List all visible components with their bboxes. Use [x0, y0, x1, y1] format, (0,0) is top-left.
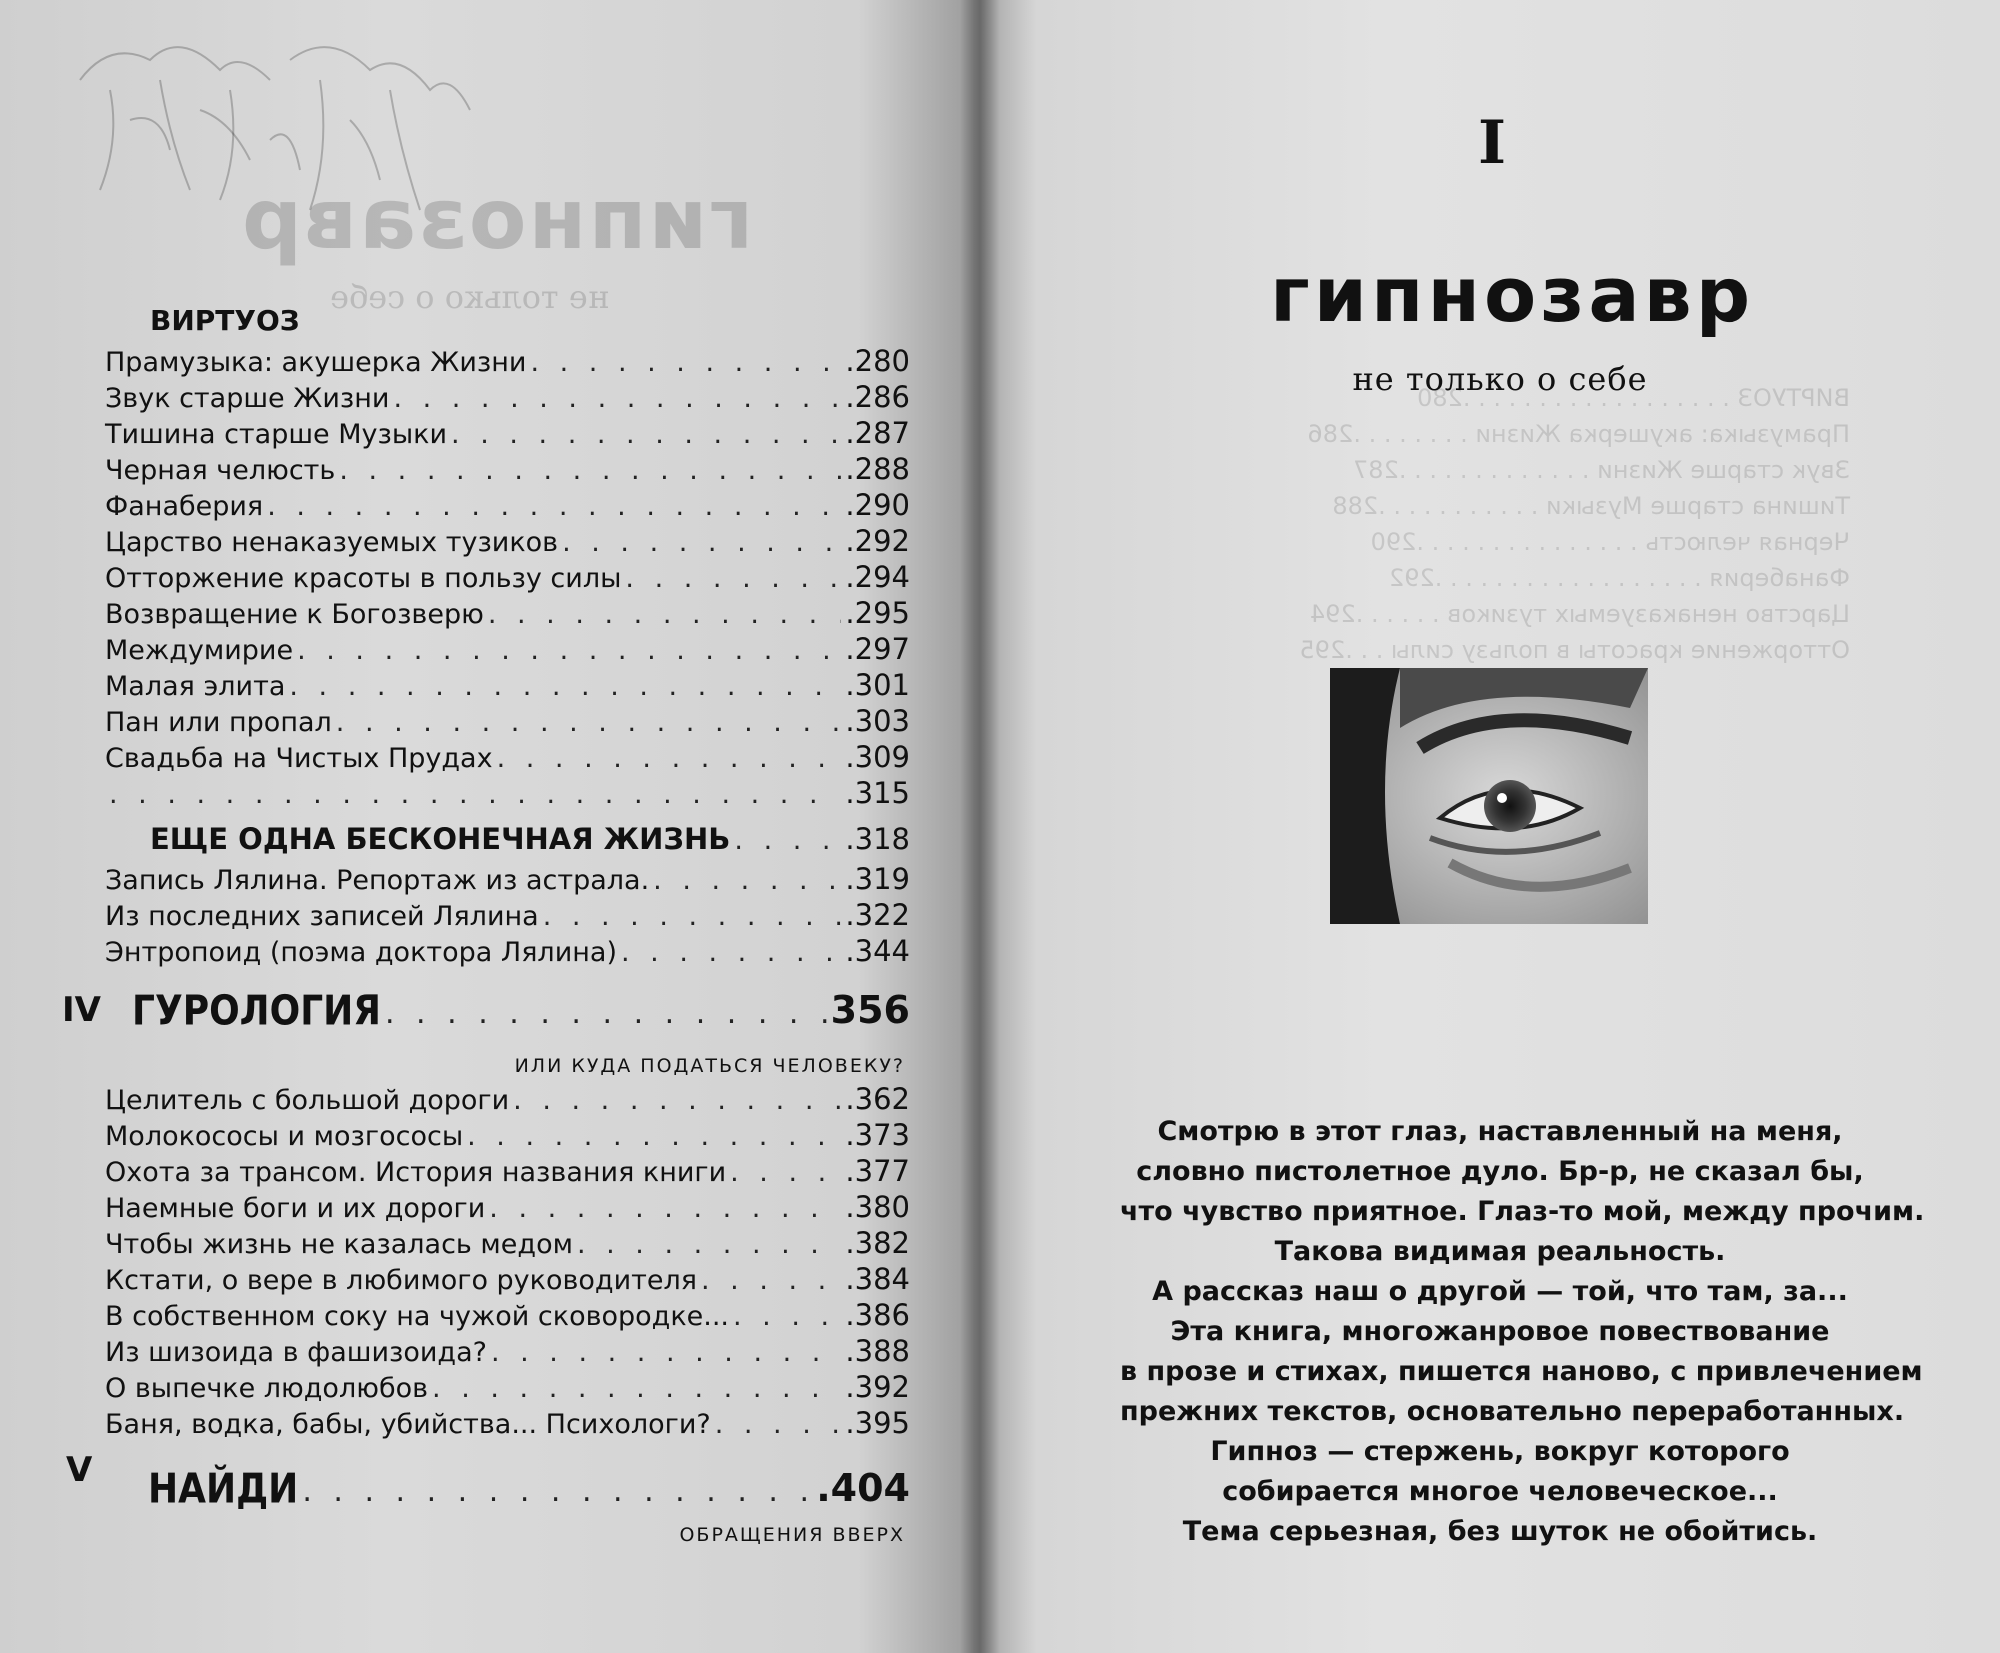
leader-dots: [385, 996, 827, 1031]
intro-line: А рассказ наш о другой — той, что там, за...: [1152, 1276, 1848, 1307]
leader-dots: [289, 671, 841, 702]
chapter-5-page: .404: [816, 1466, 910, 1510]
toc-item-title: Целитель с большой дороги: [105, 1085, 510, 1116]
chapter-4-title: ГУРОЛОГИЯ: [132, 987, 381, 1036]
toc-item[interactable]: [105, 1406, 910, 1440]
leader-dots: [267, 491, 841, 522]
leader-dots: [489, 1193, 841, 1224]
toc-item-page: .362: [845, 1082, 910, 1116]
ghost-toc-show-through: ВИРТУОЗ . . . . . . . . . . . . . . . . . .280 Прамузыка: акушерка Жизни . . . . . . . .286 Звук старше Жизни . . . . . . . . . . . . .287 Тишина старше Музыки . . . . . . . . . . .288 Черная челюсть . . . . . . . . . . . . . . .290 Фанаберия . . . . . . . . . . . . . . . . . .292 Царство ненаказуемых тузиков . . . . . .294 Отторжение красоты в пользу силы . . .295: [1299, 384, 1850, 664]
toc-item[interactable]: [105, 668, 910, 702]
intro-paragraph: [1120, 1112, 1925, 1552]
chapter-4-page: 356: [830, 988, 910, 1032]
chapter-5-numeral: V: [66, 1450, 93, 1490]
toc-item-title: Пан или пропал: [105, 707, 332, 738]
toc-item-title: Черная челюсть: [105, 455, 336, 486]
toc-item-page: .344: [845, 934, 910, 968]
ghost-chapter-title: гипнозавр: [240, 170, 754, 268]
leader-dots: [653, 865, 841, 896]
toc-item[interactable]: [105, 560, 910, 594]
intro-line: Гипноз — стержень, вокруг которого: [1210, 1436, 1790, 1467]
section-heading-virtuoz: ВИРТУОЗ: [150, 304, 300, 337]
toc-item[interactable]: [105, 1226, 910, 1260]
leader-dots: [701, 1265, 841, 1296]
toc-item-page: .286: [845, 380, 910, 414]
toc-item-page: .292: [845, 524, 910, 558]
leader-dots: [625, 563, 841, 594]
toc-item-title: Кстати, о вере в любимого руководителя: [105, 1265, 697, 1296]
toc-item-title: Энтропоид (поэма доктора Лялина): [105, 937, 617, 968]
toc-item[interactable]: [105, 1190, 910, 1224]
toc-item-page: .382: [845, 1226, 910, 1260]
chapter-4-caption: ИЛИ КУДА ПОДАТЬСЯ ЧЕЛОВЕКУ?: [514, 1055, 905, 1077]
toc-item-page: .315: [845, 776, 910, 810]
toc-item-page: .297: [845, 632, 910, 666]
leader-dots: [513, 1085, 841, 1116]
toc-item[interactable]: [105, 776, 910, 810]
leader-dots: [577, 1229, 841, 1260]
toc-item-title: Запись Лялина. Репортаж из астрала.: [105, 865, 650, 896]
toc-item-title: В собственном соку на чужой сковородке...: [105, 1301, 730, 1332]
left-page: [0, 0, 975, 1653]
toc-item-title: Отторжение красоты в пользу силы: [105, 563, 622, 594]
intro-line: Смотрю в этот глаз, наставленный на меня,: [1157, 1116, 1843, 1147]
toc-item[interactable]: [105, 862, 910, 896]
section-heading-another-life[interactable]: [150, 822, 910, 856]
toc-item-page: .287: [845, 416, 910, 450]
leader-dots: [733, 1301, 841, 1332]
ghost-chapter-subtitle: не только о себе: [330, 278, 610, 316]
toc-item-title: Малая элита: [105, 671, 286, 702]
toc-item[interactable]: [105, 934, 910, 968]
intro-line: в прозе и стихах, пишется наново, с привлечением: [1120, 1356, 1923, 1387]
chapter-title: гипнозавр: [1270, 250, 1755, 339]
leader-dots: [451, 419, 841, 450]
toc-item-page: .319: [845, 862, 910, 896]
chapter-number: I: [1478, 108, 1507, 178]
leader-dots: [336, 707, 842, 738]
toc-item-title: Баня, водка, бабы, убийства... Психологи?: [105, 1409, 711, 1440]
toc-item-title: Междумирие: [105, 635, 294, 666]
toc-item-page: .395: [845, 1406, 910, 1440]
intro-line: Такова видимая реальность.: [1274, 1236, 1726, 1267]
toc-item-page: .288: [845, 452, 910, 486]
toc-item-page: .322: [845, 898, 910, 932]
toc-item-page: .294: [845, 560, 910, 594]
leader-dots: [562, 527, 841, 558]
toc-item[interactable]: [105, 1118, 910, 1152]
toc-item[interactable]: [105, 898, 910, 932]
intro-line: Тема серьезная, без шуток не обойтись.: [1182, 1516, 1818, 1547]
toc-item-page: .373: [845, 1118, 910, 1152]
toc-item-title: Прамузыка: акушерка Жизни: [105, 347, 527, 378]
toc-item-title: Царство ненаказуемых тузиков: [105, 527, 559, 558]
toc-item[interactable]: [105, 524, 910, 558]
toc-item-title: Наемные боги и их дороги: [105, 1193, 486, 1224]
toc-item[interactable]: [105, 452, 910, 486]
toc-item[interactable]: [105, 1154, 910, 1188]
toc-item-page: .384: [845, 1262, 910, 1296]
leader-dots: [109, 779, 841, 810]
toc-item-title: Свадьба на Чистых Прудах: [105, 743, 493, 774]
eye-icon: [1330, 668, 1648, 924]
section-heading-page: .318: [845, 822, 910, 856]
chapter-5-entry[interactable]: [148, 1465, 910, 1514]
toc-item-title: Тишина старше Музыки: [105, 419, 448, 450]
chapter-subtitle: не только о себе: [1352, 360, 1648, 398]
leader-dots: [530, 347, 841, 378]
intro-line: что чувство приятное. Глаз-то мой, между прочим.: [1120, 1196, 1925, 1227]
toc-item[interactable]: [105, 380, 910, 414]
toc-item-page: .380: [845, 1190, 910, 1224]
toc-item-page: .309: [845, 740, 910, 774]
toc-item[interactable]: [105, 596, 910, 630]
toc-item[interactable]: [105, 704, 910, 738]
intro-line: собирается многое человеческое...: [1222, 1476, 1778, 1507]
leader-dots: [488, 599, 842, 630]
toc-item[interactable]: [105, 344, 910, 378]
toc-item-page: .290: [845, 488, 910, 522]
leader-dots: [491, 1337, 841, 1368]
eye-photo: [1330, 668, 1648, 924]
leader-dots: [543, 901, 842, 932]
leader-dots: [339, 455, 841, 486]
intro-line: прежних текстов, основательно переработанных.: [1120, 1396, 1905, 1427]
leader-dots: [297, 635, 841, 666]
table-of-contents: [0, 0, 975, 1653]
toc-item-title: Фанаберия: [105, 491, 264, 522]
toc-item[interactable]: [105, 1334, 910, 1368]
toc-item-page: .386: [845, 1298, 910, 1332]
leader-dots: [715, 1409, 842, 1440]
toc-item-page: .388: [845, 1334, 910, 1368]
toc-item[interactable]: [105, 1370, 910, 1404]
leader-dots: [432, 1373, 841, 1404]
book-gutter: [960, 0, 1000, 1653]
toc-item-title: Звук старше Жизни: [105, 383, 390, 414]
intro-line: словно пистолетное дуло. Бр-р, не сказал бы,: [1136, 1156, 1864, 1187]
toc-item-page: .301: [845, 668, 910, 702]
toc-item[interactable]: [105, 740, 910, 774]
toc-item-title: Охота за трансом. История названия книги: [105, 1157, 727, 1188]
toc-item-title: Из шизоида в фашизоида?: [105, 1337, 487, 1368]
toc-item[interactable]: [105, 488, 910, 522]
toc-item[interactable]: [105, 416, 910, 450]
toc-item[interactable]: [105, 1262, 910, 1296]
toc-item-page: .303: [845, 704, 910, 738]
toc-item-title: Возвращение к Богозверю: [105, 599, 484, 630]
chapter-5-title: НАЙДИ: [148, 1465, 299, 1514]
leader-dots: [734, 825, 841, 856]
leader-dots: [497, 743, 842, 774]
toc-item[interactable]: [105, 1082, 910, 1116]
leader-dots: [393, 383, 841, 414]
toc-item-title: О выпечке людолюбов: [105, 1373, 429, 1404]
leader-dots: [621, 937, 841, 968]
toc-item-page: .377: [845, 1154, 910, 1188]
leader-dots: [730, 1157, 841, 1188]
toc-item-title: Молокососы и мозгососы: [105, 1121, 464, 1152]
toc-item[interactable]: [105, 632, 910, 666]
leader-dots: [467, 1121, 841, 1152]
chapter-5-caption: ОБРАЩЕНИЯ ВВЕРХ: [679, 1524, 905, 1546]
toc-item-page: .295: [845, 596, 910, 630]
intro-line: Эта книга, многожанровое повествование: [1170, 1316, 1830, 1347]
toc-item-page: .280: [845, 344, 910, 378]
toc-item-page: .392: [845, 1370, 910, 1404]
toc-item-title: Чтобы жизнь не казалась медом: [105, 1229, 573, 1260]
chapter-4-entry[interactable]: [132, 987, 910, 1036]
leader-dots: [302, 1474, 812, 1509]
toc-item[interactable]: [105, 1298, 910, 1332]
section-heading-title: ЕЩЕ ОДНА БЕСКОНЕЧНАЯ ЖИЗНЬ: [150, 822, 731, 856]
toc-item-title: Из последних записей Лялина: [105, 901, 539, 932]
chapter-4-numeral: IV: [62, 990, 101, 1030]
